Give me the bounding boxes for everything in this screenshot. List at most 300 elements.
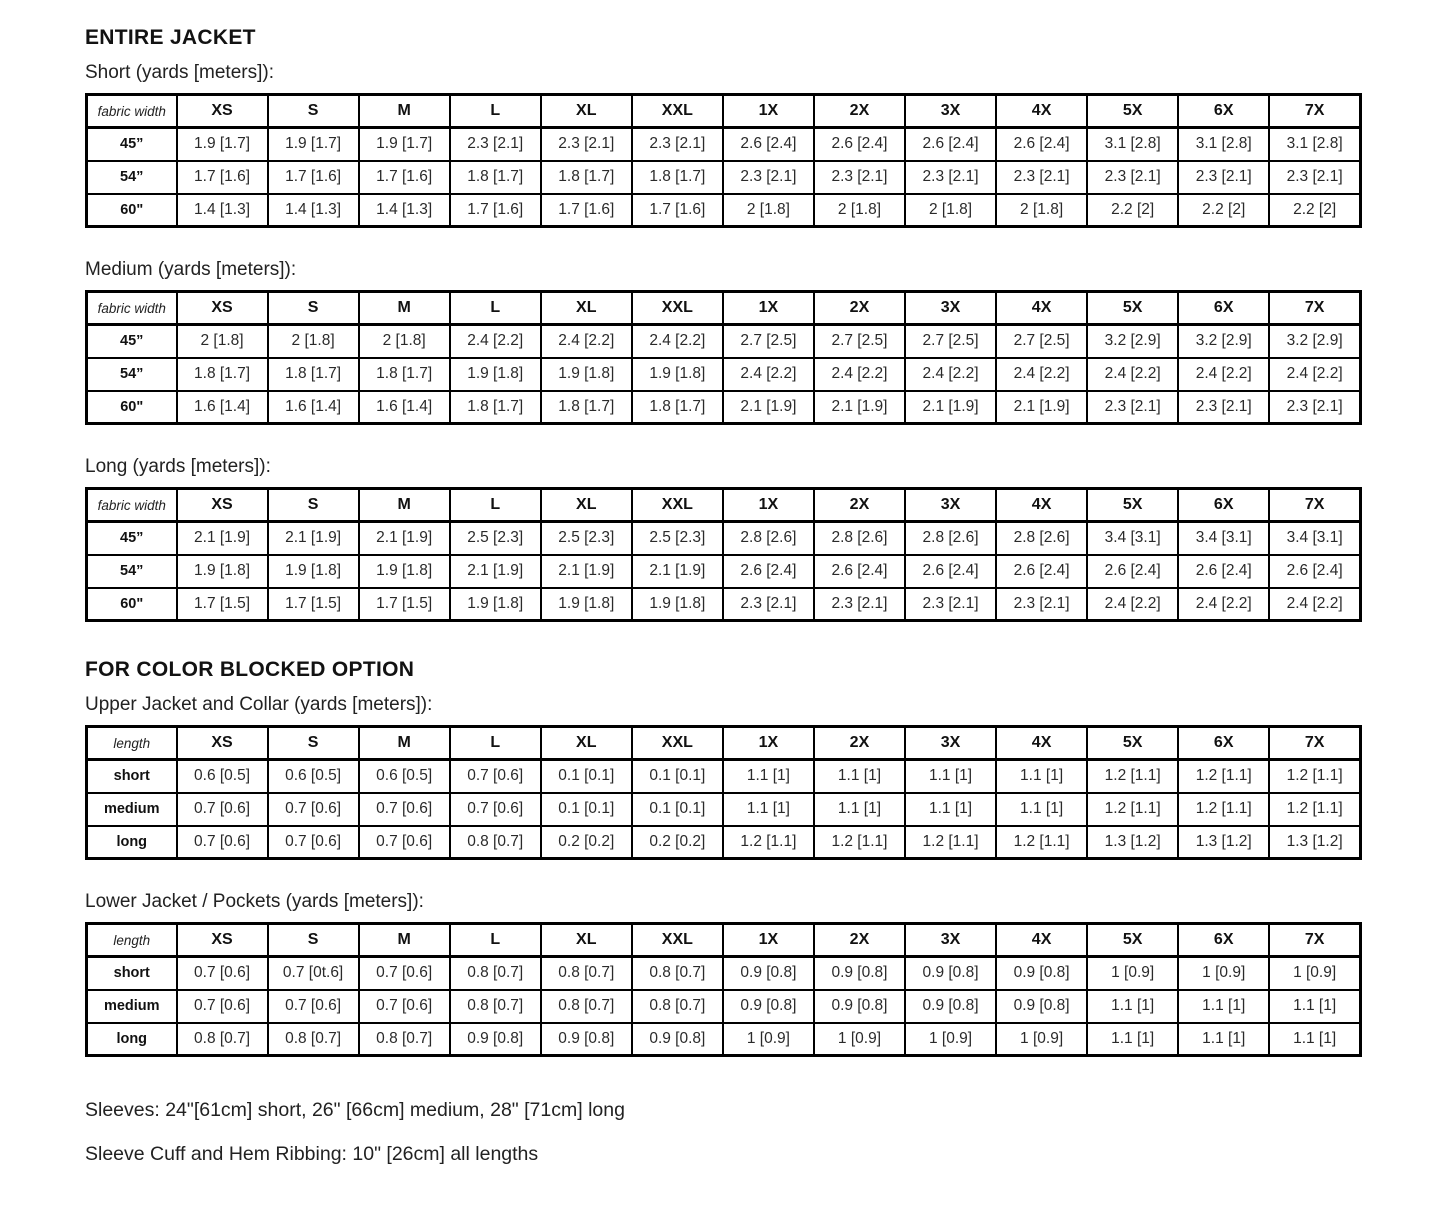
header-row xyxy=(87,727,1361,760)
yardage-value-cell: 2.3 [2.1] xyxy=(723,161,814,194)
yardage-value-cell: 1 [0.9] xyxy=(1178,957,1269,990)
corner-label: length xyxy=(87,727,177,760)
yardage-value-cell: 2.1 [1.9] xyxy=(905,391,996,424)
yardage-value-cell: 0.7 [0.6] xyxy=(450,793,541,826)
yardage-value-cell: 0.8 [0.7] xyxy=(450,990,541,1023)
table-body xyxy=(87,522,1361,621)
yardage-value-cell: 1.9 [1.7] xyxy=(177,128,268,161)
yardage-value-cell: 0.7 [0.6] xyxy=(268,826,359,859)
table-row xyxy=(87,391,1361,424)
yardage-value-cell: 1 [0.9] xyxy=(814,1023,905,1056)
yardage-value-cell: 2.7 [2.5] xyxy=(905,325,996,358)
table-row xyxy=(87,793,1361,826)
yardage-value-cell: 0.7 [0.6] xyxy=(177,990,268,1023)
size-column-header: 6X xyxy=(1178,924,1269,957)
yardage-value-cell: 2.8 [2.6] xyxy=(814,522,905,555)
sleeves-note: Sleeves: 24"[61cm] short, 26" [66cm] medium, 28" [71cm] long xyxy=(85,1099,625,1121)
yardage-value-cell: 3.4 [3.1] xyxy=(1087,522,1178,555)
row-label: medium xyxy=(87,990,177,1023)
size-column-header: L xyxy=(450,95,541,128)
corner-label: length xyxy=(87,924,177,957)
yardage-value-cell: 0.6 [0.5] xyxy=(359,760,450,793)
size-column-header: XS xyxy=(177,727,268,760)
yardage-value-cell: 1.1 [1] xyxy=(814,793,905,826)
table-row xyxy=(87,1023,1361,1056)
table-body xyxy=(87,957,1361,1056)
yardage-value-cell: 2.6 [2.4] xyxy=(1178,555,1269,588)
size-column-header: 5X xyxy=(1087,727,1178,760)
size-column-header: XL xyxy=(541,489,632,522)
size-column-header: 1X xyxy=(723,292,814,325)
size-column-header: 6X xyxy=(1178,727,1269,760)
table-row xyxy=(87,522,1361,555)
yardage-value-cell: 1.2 [1.1] xyxy=(723,826,814,859)
yardage-value-cell: 1.1 [1] xyxy=(1087,990,1178,1023)
yardage-value-cell: 0.8 [0.7] xyxy=(450,826,541,859)
yardage-value-cell: 2 [1.8] xyxy=(905,194,996,227)
yardage-value-cell: 2.4 [2.2] xyxy=(1087,588,1178,621)
size-column-header: XXL xyxy=(632,292,723,325)
size-column-header: L xyxy=(450,727,541,760)
yardage-value-cell: 2.3 [2.1] xyxy=(1178,161,1269,194)
yardage-value-cell: 3.4 [3.1] xyxy=(1269,522,1360,555)
yardage-value-cell: 0.9 [0.8] xyxy=(450,1023,541,1056)
size-column-header: M xyxy=(359,292,450,325)
yardage-value-cell: 2.3 [2.1] xyxy=(814,161,905,194)
yardage-value-cell: 2.4 [2.2] xyxy=(814,358,905,391)
yardage-value-cell: 2 [1.8] xyxy=(723,194,814,227)
yardage-value-cell: 1.7 [1.6] xyxy=(632,194,723,227)
yardage-table xyxy=(85,290,1362,425)
size-column-header: 6X xyxy=(1178,489,1269,522)
size-column-header: 7X xyxy=(1269,924,1360,957)
yardage-value-cell: 1.7 [1.5] xyxy=(268,588,359,621)
table-header xyxy=(87,924,1361,957)
yardage-value-cell: 1.9 [1.8] xyxy=(177,555,268,588)
yardage-value-cell: 2.6 [2.4] xyxy=(723,555,814,588)
yardage-value-cell: 2.6 [2.4] xyxy=(814,128,905,161)
row-label: 60" xyxy=(87,194,177,227)
size-column-header: XXL xyxy=(632,95,723,128)
size-column-header: M xyxy=(359,727,450,760)
table-row xyxy=(87,957,1361,990)
yardage-value-cell: 0.9 [0.8] xyxy=(814,990,905,1023)
yardage-value-cell: 2.4 [2.2] xyxy=(723,358,814,391)
yardage-value-cell: 2.3 [2.1] xyxy=(905,161,996,194)
table-row xyxy=(87,128,1361,161)
yardage-value-cell: 2.1 [1.9] xyxy=(450,555,541,588)
yardage-value-cell: 1.7 [1.5] xyxy=(177,588,268,621)
yardage-value-cell: 0.1 [0.1] xyxy=(541,793,632,826)
yardage-value-cell: 1.1 [1] xyxy=(996,760,1087,793)
yardage-value-cell: 0.9 [0.8] xyxy=(905,957,996,990)
yardage-value-cell: 1.1 [1] xyxy=(905,760,996,793)
yardage-value-cell: 2.3 [2.1] xyxy=(814,588,905,621)
table-title: Medium (yards [meters]): xyxy=(85,259,297,280)
yardage-value-cell: 1.3 [1.2] xyxy=(1269,826,1360,859)
yardage-value-cell: 2.2 [2] xyxy=(1178,194,1269,227)
yardage-value-cell: 1.1 [1] xyxy=(723,793,814,826)
size-column-header: 3X xyxy=(905,489,996,522)
yardage-value-cell: 1.2 [1.1] xyxy=(814,826,905,859)
yardage-value-cell: 2.6 [2.4] xyxy=(905,128,996,161)
yardage-value-cell: 2 [1.8] xyxy=(268,325,359,358)
table-row xyxy=(87,588,1361,621)
yardage-value-cell: 1 [0.9] xyxy=(1087,957,1178,990)
yardage-value-cell: 1.2 [1.1] xyxy=(1178,760,1269,793)
yardage-value-cell: 0.9 [0.8] xyxy=(996,990,1087,1023)
size-column-header: 4X xyxy=(996,292,1087,325)
size-column-header: 2X xyxy=(814,727,905,760)
yardage-value-cell: 2.3 [2.1] xyxy=(450,128,541,161)
yardage-value-cell: 2.3 [2.1] xyxy=(1269,391,1360,424)
yardage-value-cell: 2.6 [2.4] xyxy=(1087,555,1178,588)
header-row xyxy=(87,292,1361,325)
yardage-value-cell: 0.7 [0.6] xyxy=(268,990,359,1023)
yardage-value-cell: 1.9 [1.8] xyxy=(632,588,723,621)
size-column-header: 2X xyxy=(814,489,905,522)
size-column-header: 3X xyxy=(905,292,996,325)
yardage-value-cell: 0.1 [0.1] xyxy=(632,793,723,826)
header-row xyxy=(87,924,1361,957)
table-row xyxy=(87,161,1361,194)
table-block xyxy=(85,62,1445,228)
yardage-value-cell: 0.9 [0.8] xyxy=(541,1023,632,1056)
yardage-value-cell: 0.7 [0.6] xyxy=(177,957,268,990)
size-column-header: 4X xyxy=(996,489,1087,522)
yardage-value-cell: 2.6 [2.4] xyxy=(723,128,814,161)
row-label: short xyxy=(87,957,177,990)
size-column-header: 7X xyxy=(1269,292,1360,325)
yardage-value-cell: 1.9 [1.8] xyxy=(450,588,541,621)
yardage-value-cell: 3.1 [2.8] xyxy=(1087,128,1178,161)
yardage-value-cell: 1 [0.9] xyxy=(723,1023,814,1056)
table-block xyxy=(85,456,1445,622)
table-header xyxy=(87,727,1361,760)
yardage-value-cell: 2 [1.8] xyxy=(814,194,905,227)
size-column-header: 1X xyxy=(723,95,814,128)
table-body xyxy=(87,760,1361,859)
table-title: Lower Jacket / Pockets (yards [meters]): xyxy=(85,891,424,912)
yardage-value-cell: 0.8 [0.7] xyxy=(632,990,723,1023)
yardage-value-cell: 1.1 [1] xyxy=(996,793,1087,826)
table-title: Long (yards [meters]): xyxy=(85,456,271,477)
yardage-value-cell: 3.2 [2.9] xyxy=(1178,325,1269,358)
yardage-value-cell: 1.9 [1.7] xyxy=(268,128,359,161)
yardage-value-cell: 2.4 [2.2] xyxy=(1269,588,1360,621)
yardage-value-cell: 1.9 [1.8] xyxy=(268,555,359,588)
yardage-value-cell: 2.2 [2] xyxy=(1087,194,1178,227)
yardage-value-cell: 2 [1.8] xyxy=(996,194,1087,227)
yardage-value-cell: 0.7 [0t.6] xyxy=(268,957,359,990)
yardage-value-cell: 2.6 [2.4] xyxy=(1269,555,1360,588)
yardage-value-cell: 1.8 [1.7] xyxy=(541,161,632,194)
yardage-value-cell: 2.3 [2.1] xyxy=(541,128,632,161)
size-column-header: S xyxy=(268,292,359,325)
yardage-value-cell: 1.7 [1.6] xyxy=(359,161,450,194)
table-header xyxy=(87,292,1361,325)
size-column-header: 5X xyxy=(1087,924,1178,957)
yardage-value-cell: 2.4 [2.2] xyxy=(996,358,1087,391)
table-body xyxy=(87,325,1361,424)
yardage-value-cell: 1.2 [1.1] xyxy=(1087,793,1178,826)
yardage-value-cell: 0.9 [0.8] xyxy=(905,990,996,1023)
yardage-value-cell: 1 [0.9] xyxy=(996,1023,1087,1056)
yardage-value-cell: 2.3 [2.1] xyxy=(1269,161,1360,194)
yardage-value-cell: 0.7 [0.6] xyxy=(359,793,450,826)
yardage-value-cell: 2.2 [2] xyxy=(1269,194,1360,227)
yardage-value-cell: 1.8 [1.7] xyxy=(450,391,541,424)
yardage-value-cell: 2.1 [1.9] xyxy=(177,522,268,555)
header-row xyxy=(87,489,1361,522)
row-label: 54” xyxy=(87,161,177,194)
corner-label: fabric width xyxy=(87,292,177,325)
yardage-value-cell: 1.6 [1.4] xyxy=(359,391,450,424)
row-label: 54” xyxy=(87,555,177,588)
size-column-header: XXL xyxy=(632,924,723,957)
yardage-value-cell: 0.7 [0.6] xyxy=(177,826,268,859)
table-row xyxy=(87,325,1361,358)
yardage-sections-container xyxy=(85,26,1445,1057)
yardage-value-cell: 1.8 [1.7] xyxy=(359,358,450,391)
size-column-header: S xyxy=(268,924,359,957)
yardage-value-cell: 1.9 [1.8] xyxy=(541,358,632,391)
yardage-value-cell: 2.1 [1.9] xyxy=(814,391,905,424)
row-label: 45” xyxy=(87,325,177,358)
size-column-header: XL xyxy=(541,727,632,760)
row-label: short xyxy=(87,760,177,793)
table-body xyxy=(87,128,1361,227)
yardage-value-cell: 2.3 [2.1] xyxy=(632,128,723,161)
yardage-value-cell: 2.6 [2.4] xyxy=(814,555,905,588)
yardage-value-cell: 1.2 [1.1] xyxy=(1087,760,1178,793)
yardage-value-cell: 2.3 [2.1] xyxy=(1087,161,1178,194)
yardage-value-cell: 1.2 [1.1] xyxy=(1178,793,1269,826)
size-column-header: 2X xyxy=(814,292,905,325)
row-label: 60" xyxy=(87,391,177,424)
size-column-header: L xyxy=(450,489,541,522)
yardage-value-cell: 2.3 [2.1] xyxy=(996,161,1087,194)
yardage-value-cell: 0.9 [0.8] xyxy=(723,957,814,990)
yardage-value-cell: 1.8 [1.7] xyxy=(450,161,541,194)
size-column-header: M xyxy=(359,95,450,128)
yardage-value-cell: 3.2 [2.9] xyxy=(1087,325,1178,358)
row-label: long xyxy=(87,826,177,859)
size-column-header: XL xyxy=(541,95,632,128)
yardage-value-cell: 0.8 [0.7] xyxy=(541,990,632,1023)
table-block xyxy=(85,891,1445,1057)
size-column-header: XL xyxy=(541,924,632,957)
size-column-header: 3X xyxy=(905,95,996,128)
yardage-value-cell: 2.8 [2.6] xyxy=(996,522,1087,555)
size-column-header: 7X xyxy=(1269,95,1360,128)
row-label: medium xyxy=(87,793,177,826)
yardage-value-cell: 2.3 [2.1] xyxy=(1087,391,1178,424)
yardage-value-cell: 2.7 [2.5] xyxy=(814,325,905,358)
yardage-value-cell: 1.6 [1.4] xyxy=(268,391,359,424)
table-row xyxy=(87,555,1361,588)
yardage-value-cell: 2.4 [2.2] xyxy=(541,325,632,358)
size-column-header: 1X xyxy=(723,489,814,522)
yardage-value-cell: 0.1 [0.1] xyxy=(541,760,632,793)
yardage-section xyxy=(85,26,1445,622)
yardage-value-cell: 1.1 [1] xyxy=(1178,1023,1269,1056)
yardage-value-cell: 1.4 [1.3] xyxy=(268,194,359,227)
yardage-value-cell: 1.7 [1.5] xyxy=(359,588,450,621)
yardage-value-cell: 0.7 [0.6] xyxy=(450,760,541,793)
yardage-value-cell: 1.1 [1] xyxy=(723,760,814,793)
yardage-value-cell: 2.3 [2.1] xyxy=(723,588,814,621)
size-column-header: 4X xyxy=(996,924,1087,957)
size-column-header: XXL xyxy=(632,489,723,522)
size-column-header: 7X xyxy=(1269,727,1360,760)
yardage-value-cell: 0.8 [0.7] xyxy=(632,957,723,990)
yardage-value-cell: 2.4 [2.2] xyxy=(632,325,723,358)
yardage-value-cell: 2.3 [2.1] xyxy=(996,588,1087,621)
yardage-value-cell: 3.2 [2.9] xyxy=(1269,325,1360,358)
size-column-header: 1X xyxy=(723,924,814,957)
yardage-value-cell: 2.7 [2.5] xyxy=(723,325,814,358)
yardage-value-cell: 0.2 [0.2] xyxy=(632,826,723,859)
size-column-header: S xyxy=(268,95,359,128)
yardage-value-cell: 2.4 [2.2] xyxy=(1178,358,1269,391)
yardage-value-cell: 2.4 [2.2] xyxy=(450,325,541,358)
yardage-value-cell: 2.6 [2.4] xyxy=(996,555,1087,588)
table-header xyxy=(87,489,1361,522)
yardage-value-cell: 2.1 [1.9] xyxy=(632,555,723,588)
corner-label: fabric width xyxy=(87,489,177,522)
row-label: 45” xyxy=(87,128,177,161)
size-column-header: S xyxy=(268,489,359,522)
yardage-value-cell: 1.9 [1.8] xyxy=(541,588,632,621)
size-column-header: 4X xyxy=(996,727,1087,760)
yardage-table xyxy=(85,725,1362,860)
table-block xyxy=(85,259,1445,425)
yardage-value-cell: 1.8 [1.7] xyxy=(177,358,268,391)
yardage-value-cell: 2.6 [2.4] xyxy=(996,128,1087,161)
size-column-header: XS xyxy=(177,95,268,128)
yardage-value-cell: 1.1 [1] xyxy=(1269,1023,1360,1056)
yardage-value-cell: 2.4 [2.2] xyxy=(1087,358,1178,391)
yardage-value-cell: 2.1 [1.9] xyxy=(996,391,1087,424)
yardage-value-cell: 2.5 [2.3] xyxy=(450,522,541,555)
section-heading: FOR COLOR BLOCKED OPTION xyxy=(85,658,415,681)
yardage-value-cell: 1.1 [1] xyxy=(1178,990,1269,1023)
yardage-value-cell: 1.7 [1.6] xyxy=(268,161,359,194)
yardage-value-cell: 1.1 [1] xyxy=(814,760,905,793)
size-column-header: 5X xyxy=(1087,95,1178,128)
size-column-header: M xyxy=(359,489,450,522)
header-row xyxy=(87,95,1361,128)
yardage-value-cell: 0.9 [0.8] xyxy=(996,957,1087,990)
size-column-header: 3X xyxy=(905,727,996,760)
yardage-value-cell: 2.7 [2.5] xyxy=(996,325,1087,358)
yardage-value-cell: 2.4 [2.2] xyxy=(905,358,996,391)
yardage-value-cell: 0.9 [0.8] xyxy=(632,1023,723,1056)
yardage-value-cell: 2.8 [2.6] xyxy=(723,522,814,555)
size-column-header: XS xyxy=(177,924,268,957)
yardage-value-cell: 1.2 [1.1] xyxy=(996,826,1087,859)
section-heading: ENTIRE JACKET xyxy=(85,26,256,49)
size-column-header: 5X xyxy=(1087,489,1178,522)
yardage-value-cell: 1.1 [1] xyxy=(905,793,996,826)
yardage-value-cell: 3.1 [2.8] xyxy=(1269,128,1360,161)
yardage-table xyxy=(85,93,1362,228)
yardage-value-cell: 2.1 [1.9] xyxy=(268,522,359,555)
yardage-value-cell: 1 [0.9] xyxy=(905,1023,996,1056)
yardage-value-cell: 0.8 [0.7] xyxy=(541,957,632,990)
size-column-header: L xyxy=(450,924,541,957)
yardage-section xyxy=(85,658,1445,1057)
table-row xyxy=(87,358,1361,391)
size-column-header: XS xyxy=(177,489,268,522)
yardage-value-cell: 0.7 [0.6] xyxy=(359,957,450,990)
yardage-value-cell: 0.6 [0.5] xyxy=(268,760,359,793)
size-column-header: 3X xyxy=(905,924,996,957)
size-column-header: 1X xyxy=(723,727,814,760)
yardage-value-cell: 1.7 [1.6] xyxy=(177,161,268,194)
yardage-value-cell: 0.8 [0.7] xyxy=(450,957,541,990)
yardage-value-cell: 1.9 [1.7] xyxy=(359,128,450,161)
yardage-value-cell: 1.8 [1.7] xyxy=(268,358,359,391)
yardage-value-cell: 1.8 [1.7] xyxy=(632,161,723,194)
yardage-value-cell: 1.2 [1.1] xyxy=(1269,793,1360,826)
yardage-value-cell: 2.8 [2.6] xyxy=(905,522,996,555)
size-column-header: M xyxy=(359,924,450,957)
yardage-value-cell: 0.8 [0.7] xyxy=(177,1023,268,1056)
table-row xyxy=(87,760,1361,793)
yardage-value-cell: 1.3 [1.2] xyxy=(1178,826,1269,859)
row-label: long xyxy=(87,1023,177,1056)
size-column-header: 5X xyxy=(1087,292,1178,325)
yardage-value-cell: 0.2 [0.2] xyxy=(541,826,632,859)
yardage-value-cell: 1 [0.9] xyxy=(1269,957,1360,990)
yardage-value-cell: 1.8 [1.7] xyxy=(632,391,723,424)
row-label: 60" xyxy=(87,588,177,621)
yardage-value-cell: 0.7 [0.6] xyxy=(177,793,268,826)
size-column-header: XXL xyxy=(632,727,723,760)
yardage-value-cell: 2.3 [2.1] xyxy=(1178,391,1269,424)
yardage-value-cell: 0.1 [0.1] xyxy=(632,760,723,793)
yardage-value-cell: 2.5 [2.3] xyxy=(541,522,632,555)
yardage-value-cell: 0.6 [0.5] xyxy=(177,760,268,793)
yardage-value-cell: 0.9 [0.8] xyxy=(723,990,814,1023)
yardage-value-cell: 1.9 [1.8] xyxy=(632,358,723,391)
yardage-value-cell: 1.9 [1.8] xyxy=(450,358,541,391)
table-block xyxy=(85,694,1445,860)
table-row xyxy=(87,826,1361,859)
row-label: 54” xyxy=(87,358,177,391)
yardage-value-cell: 1.9 [1.8] xyxy=(359,555,450,588)
size-column-header: 7X xyxy=(1269,489,1360,522)
size-column-header: XS xyxy=(177,292,268,325)
size-column-header: XL xyxy=(541,292,632,325)
yardage-table xyxy=(85,922,1362,1057)
yardage-value-cell: 0.8 [0.7] xyxy=(359,1023,450,1056)
yardage-value-cell: 1.4 [1.3] xyxy=(359,194,450,227)
yardage-value-cell: 0.8 [0.7] xyxy=(268,1023,359,1056)
yardage-table xyxy=(85,487,1362,622)
yardage-value-cell: 1.2 [1.1] xyxy=(1269,760,1360,793)
table-row xyxy=(87,194,1361,227)
yardage-value-cell: 1.7 [1.6] xyxy=(541,194,632,227)
corner-label: fabric width xyxy=(87,95,177,128)
yardage-value-cell: 1.2 [1.1] xyxy=(905,826,996,859)
yardage-value-cell: 3.4 [3.1] xyxy=(1178,522,1269,555)
size-column-header: L xyxy=(450,292,541,325)
size-column-header: S xyxy=(268,727,359,760)
yardage-value-cell: 1.3 [1.2] xyxy=(1087,826,1178,859)
